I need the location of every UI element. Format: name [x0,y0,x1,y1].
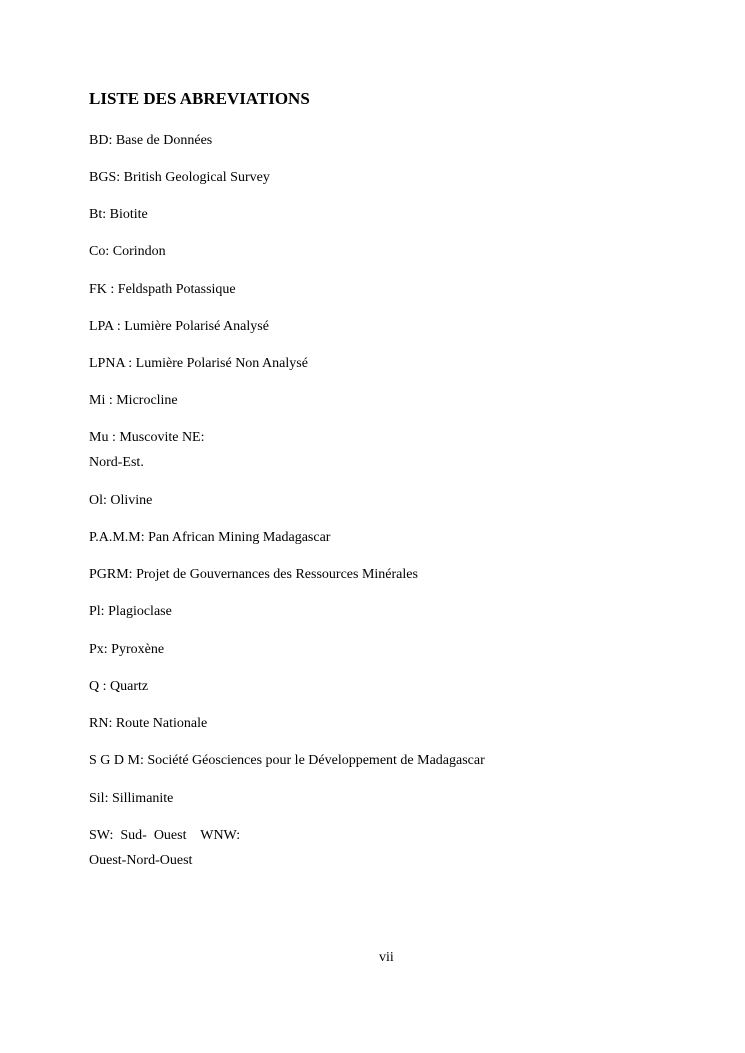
abbreviation-entry-pgrm: PGRM: Projet de Gouvernances des Ressources Minérales [89,567,418,582]
abbreviation-entry-lpna: LPNA : Lumière Polarisé Non Analysé [89,356,308,371]
abbreviation-entry-pl: Pl: Plagioclase [89,604,172,619]
abbreviation-entry-co: Co: Corindon [89,244,166,259]
abbreviation-entry-rn: RN: Route Nationale [89,716,208,731]
abbreviation-entry-mi: Mi : Microcline [89,393,178,408]
abbreviation-entry-mu-ne: Mu : Muscovite NE: [89,430,205,445]
abbreviation-entry-sil: Sil: Sillimanite [89,791,174,806]
abbreviation-entry-px: Px: Pyroxène [89,642,165,657]
abbreviation-entry-q: Q : Quartz [89,679,149,694]
page-number: vii [379,950,394,965]
abbreviation-entry-ol: Ol: Olivine [89,493,153,508]
abbreviation-entry-bt: Bt: Biotite [89,207,148,222]
page-title: LISTE DES ABREVIATIONS [89,89,310,108]
abbreviation-entry-pamm: P.A.M.M: Pan African Mining Madagascar [89,530,331,545]
abbreviation-entry-bd: BD: Base de Données [89,133,213,148]
abbreviation-entry-fk: FK : Feldspath Potassique [89,282,236,297]
abbreviation-entry-sw-wnw: SW: Sud- Ouest WNW: [89,828,241,843]
abbreviation-entry-sgdm: S G D M: Société Géosciences pour le Développement de Madagascar [89,753,485,768]
abbreviation-entry-lpa: LPA : Lumière Polarisé Analysé [89,319,269,334]
abbreviation-entry-ne-continuation: Nord-Est. [89,455,144,470]
abbreviation-entry-bgs: BGS: British Geological Survey [89,170,270,185]
abbreviation-entry-wnw-continuation: Ouest-Nord-Ouest [89,853,193,868]
